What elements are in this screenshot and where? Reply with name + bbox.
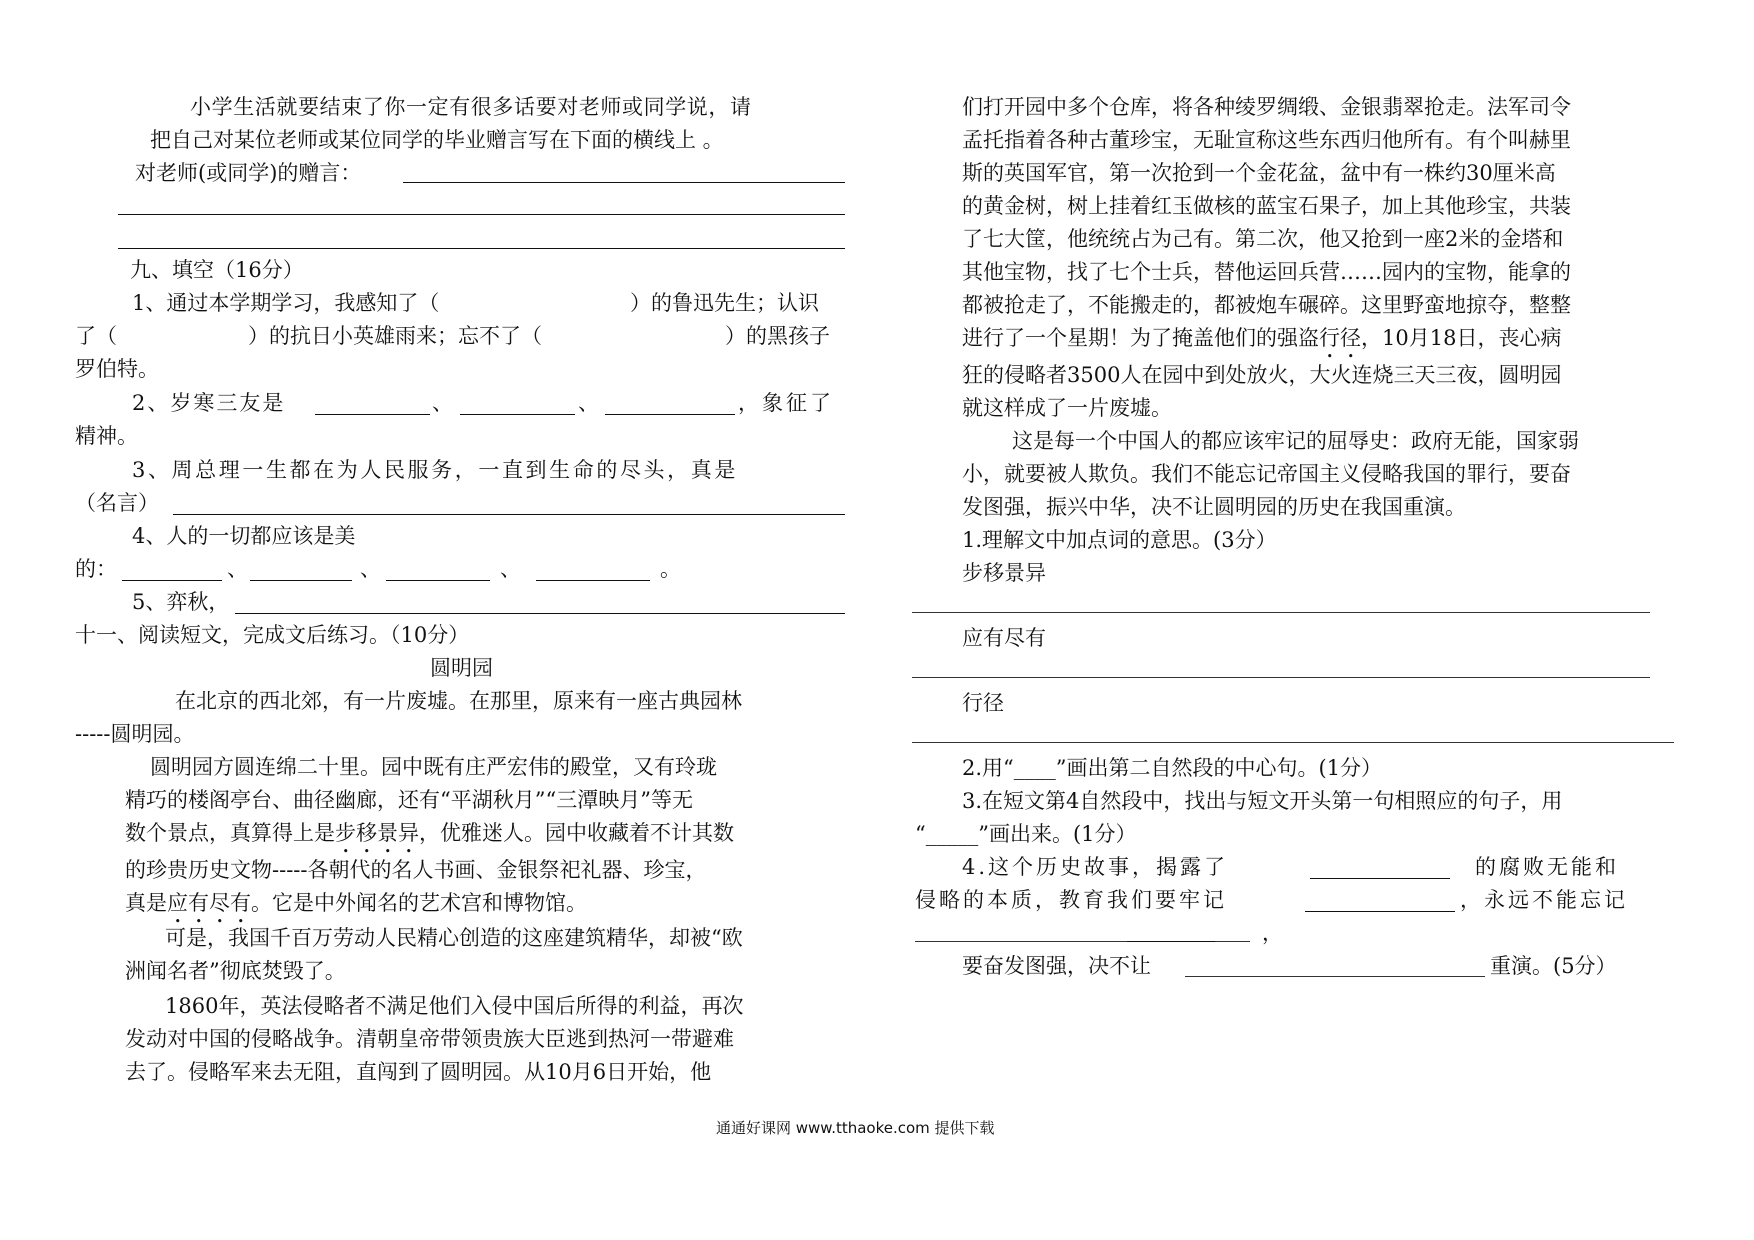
article-p3-line-1: 可是，我国千百万劳动人民精心创造的这座建筑精华，却被“欧	[165, 926, 743, 950]
article-p4-line-2: 发动对中国的侵略战争。清朝皇帝带领贵族大臣逃到热河一带避难	[125, 1027, 734, 1051]
q4-sep-3: 、	[500, 557, 521, 581]
intro-label: 对老师(或同学)的赠言：	[135, 161, 362, 185]
article-p2-line-3	[125, 820, 734, 858]
word-1-answer-line[interactable]	[912, 612, 1650, 613]
article-r-line-10: 就这样成了一片废墟。	[962, 396, 1172, 420]
intro-line-2: 把自己对某位老师或某位同学的毕业赠言写在下面的横线上 。	[150, 128, 724, 152]
q2-sep-1: 、	[432, 391, 453, 415]
article-r-line-9: 狂的侵略者3500人在园中到处放火，大火连烧三天三夜，圆明园	[962, 363, 1562, 387]
q4-part-b: 的：	[75, 557, 117, 581]
question-4-part-g: 重演。(5分）	[1490, 954, 1617, 978]
q4-blank-1[interactable]	[122, 580, 222, 581]
word-2-label: 应有尽有	[962, 626, 1046, 650]
footer-credit: 通通好课网 www.tthaoke.com 提供下载	[716, 1119, 995, 1137]
q3-part-a: 3、周总理一生都在为人民服务，一直到生命的尽头，真是	[132, 458, 738, 482]
word-1-label: 步移景异	[962, 561, 1046, 585]
q2-part-b: ，象征了	[738, 391, 834, 415]
article-r-line-8-b: ，10月18日，丧心病	[1361, 326, 1562, 350]
question-4-part-b: 的腐败无能和	[1475, 855, 1619, 879]
article-r-line-2: 孟托指着各种古董珍宝，无耻宣称这些东西归他所有。有个叫赫里	[962, 128, 1571, 152]
article-r-line-4: 的黄金树，树上挂着红玉做核的蓝宝石果子，加上其他珍宝，共装	[962, 194, 1571, 218]
q4-blank-2[interactable]	[250, 580, 352, 581]
article-r-line-8-a: 进行了一个星期！为了掩盖他们的强盗	[962, 326, 1319, 350]
article-p2-line-3-a: 数个景点，真算得上是	[125, 821, 335, 845]
article-p1-line-2: -----圆明园。	[75, 722, 195, 746]
article-p2-line-3-b: ，优雅迷人。园中收藏着不计其数	[419, 821, 734, 845]
q2-blank-1[interactable]	[315, 414, 430, 415]
article-r-line-5: 了七大筐，他统统占为己有。第二次，他又抢到一座2米的金塔和	[962, 227, 1564, 251]
dotted-word-xingjing: 行径	[1319, 326, 1361, 350]
q4r-blank-2[interactable]	[1305, 911, 1455, 912]
question-4-part-f: 要奋发图强，决不让	[962, 954, 1151, 978]
q1-part-b: ）的鲁迅先生；认识	[630, 291, 819, 315]
question-4-part-a: 4.这个历史故事，揭露了	[962, 855, 1229, 879]
question-2: 2.用“____”画出第二自然段的中心句。(1分）	[962, 756, 1383, 780]
article-p1-line-1: 在北京的西北郊，有一片废墟。在那里，原来有一座古典园林	[175, 689, 742, 713]
q4r-blank-4[interactable]	[1185, 976, 1485, 977]
q3-part-b: （名言）	[75, 491, 159, 515]
q2-part-c: 精神。	[75, 424, 138, 448]
q4-blank-4[interactable]	[536, 580, 650, 581]
section-9-title: 九、填空（16分）	[130, 258, 304, 282]
q2-part-a: 2、岁寒三友是	[132, 391, 286, 415]
article-title: 圆明园	[430, 656, 493, 680]
q4r-blank-1[interactable]	[1310, 878, 1450, 879]
q5-answer-line[interactable]	[235, 613, 845, 614]
question-4-part-e: ，	[1262, 921, 1283, 945]
q4-part-a: 4、人的一切都应该是美	[132, 524, 356, 548]
q5-text: 5、弈秋，	[132, 590, 230, 614]
dotted-word-yingyoujinyou: 应有尽有	[167, 891, 251, 915]
article-p2-line-4: 的珍贵历史文物-----各朝代的名人书画、金银祭祀礼器、珍宝，	[125, 858, 707, 882]
article-p2-line-5	[125, 890, 587, 928]
article-p3-line-2: 洲闻名者”彻底焚毁了。	[125, 959, 346, 983]
article-r-line-6: 其他宝物，找了七个士兵，替他运回兵营……园内的宝物，能拿的	[962, 260, 1571, 284]
article-p2-line-1: 圆明园方圆连绵二十里。园中既有庄严宏伟的殿堂，又有玲珑	[150, 755, 717, 779]
q2-blank-3[interactable]	[605, 414, 735, 415]
article-r-line-1: 们打开园中多个仓库，将各种绫罗绸缎、金银翡翠抢走。法军司令	[962, 95, 1571, 119]
q2-sep-2: 、	[578, 391, 599, 415]
question-4-part-d: ，永远不能忘记	[1460, 888, 1628, 912]
dotted-word-buyijingyi: 步移景异	[335, 821, 419, 845]
q1-part-c: 了（	[75, 324, 117, 348]
article-r-line-12: 小，就要被人欺负。我们不能忘记帝国主义侵略我国的罪行，要奋	[962, 462, 1571, 486]
word-3-answer-line[interactable]	[912, 742, 1674, 743]
question-3-line-2: “_____”画出来。(1分）	[915, 822, 1137, 846]
q2-blank-2[interactable]	[460, 414, 575, 415]
article-r-line-8	[962, 325, 1561, 363]
question-1: 1.理解文中加点词的意思。(3分）	[962, 528, 1277, 552]
blessing-answer-line-1[interactable]	[403, 182, 845, 183]
question-3-line-1: 3.在短文第4自然段中，找出与短文开头第一句相照应的句子，用	[962, 789, 1563, 813]
article-r-line-13: 发图强，振兴中华，决不让圆明园的历史在我国重演。	[962, 495, 1466, 519]
section-11-title: 十一、阅读短文，完成文后练习。（10分）	[75, 623, 470, 647]
q4-end: 。	[660, 557, 681, 581]
word-3-label: 行径	[962, 691, 1004, 715]
blessing-answer-line-3[interactable]	[118, 248, 845, 249]
q1-part-e: ）的黑孩子	[725, 324, 830, 348]
q4-blank-3[interactable]	[386, 580, 490, 581]
q4-sep-1: 、	[227, 557, 248, 581]
q4r-blank-3-bold	[1127, 941, 1215, 942]
intro-line-1: 小学生活就要结束了你一定有很多话要对老师或同学说，请	[190, 95, 752, 119]
q4-sep-2: 、	[360, 557, 381, 581]
article-r-line-11: 这是每一个中国人的都应该牢记的屈辱史：政府无能，国家弱	[1012, 429, 1579, 453]
article-r-line-3: 斯的英国军官，第一次抢到一个金花盆，盆中有一株约30厘米高	[962, 161, 1556, 185]
article-p2-line-5-b: 。它是中外闻名的艺术宫和博物馆。	[251, 891, 587, 915]
article-p4-line-3: 去了。侵略军来去无阻，直闯到了圆明园。从10月6日开始，他	[125, 1060, 712, 1084]
q1-part-d: ）的抗日小英雄雨来；忘不了（	[248, 324, 542, 348]
q1-part-a: 1、通过本学期学习，我感知了（	[132, 291, 440, 315]
blessing-answer-line-2[interactable]	[118, 214, 845, 215]
article-p2-line-2: 精巧的楼阁亭台、曲径幽廊，还有“平湖秋月”“三潭映月”等无	[125, 788, 693, 812]
q3-answer-line[interactable]	[173, 514, 845, 515]
q1-part-f: 罗伯特。	[75, 357, 159, 381]
article-p4-line-1: 1860年，英法侵略者不满足他们入侵中国后所得的利益，再次	[165, 994, 744, 1018]
word-2-answer-line[interactable]	[912, 677, 1650, 678]
article-r-line-7: 都被抢走了，不能搬走的，都被炮车碾碎。这里野蛮地掠夺，整整	[962, 293, 1571, 317]
article-p2-line-5-a: 真是	[125, 891, 167, 915]
question-4-part-c: 侵略的本质，教育我们要牢记	[915, 888, 1227, 912]
